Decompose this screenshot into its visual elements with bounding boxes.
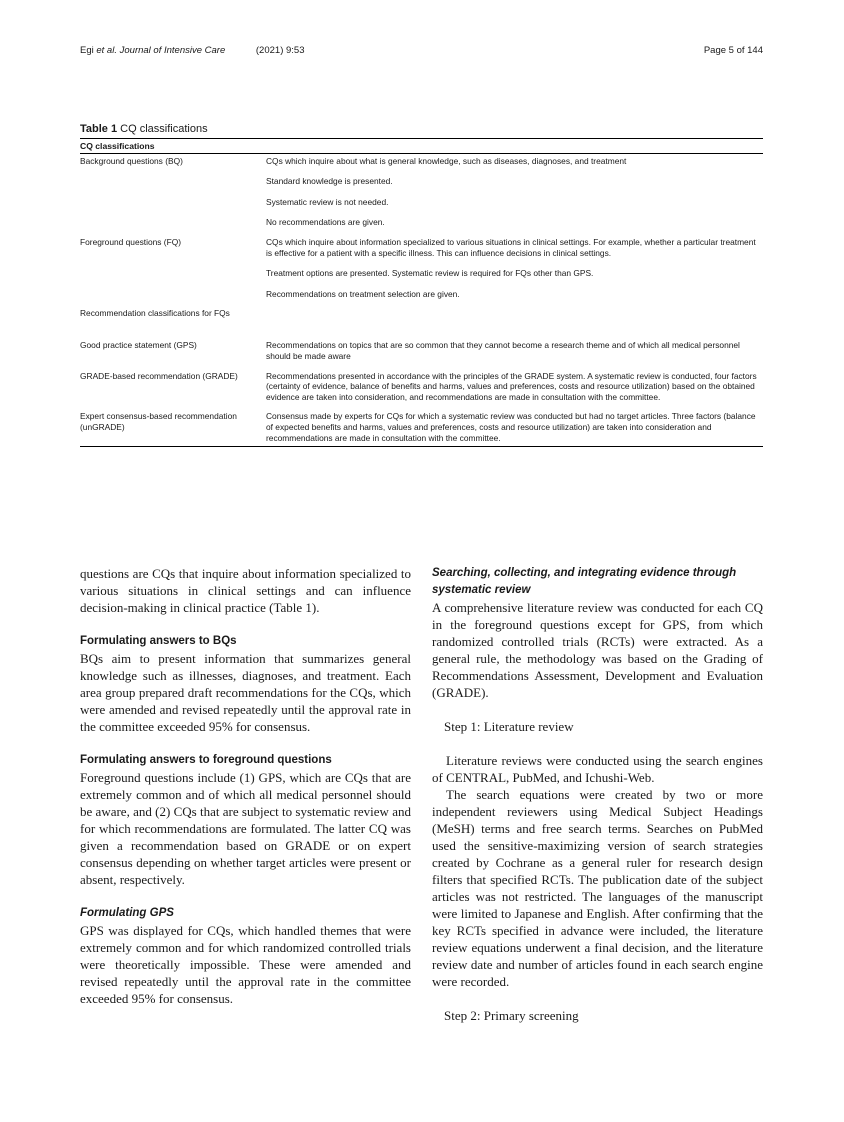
body-left-column — [80, 565, 411, 1007]
row-label-bq: Background questions (BQ) — [80, 155, 183, 166]
table-cell: Systematic review is not needed. — [266, 196, 389, 207]
row-content-ungrade — [266, 411, 760, 443]
table-bottom-rule — [80, 446, 763, 447]
paragraph-gps: GPS was displayed for CQs, which handled themes that were extremely common and for which randomized controlled trials were theoretically impossible. These were amended and revised repeatedly until the approval rate in the committee exceeded 95% for consensus. — [80, 923, 411, 1006]
step-literature-review: Step 1: Literature review — [444, 719, 574, 734]
table-caption — [80, 122, 763, 136]
row-label-fq: Foreground questions (FQ) — [80, 236, 182, 247]
table-cell: CQs which inquire about what is general knowledge, such as diseases, diagnoses, and treatment — [266, 155, 627, 166]
body-right-column — [432, 565, 763, 1024]
table-row — [80, 308, 763, 330]
heading-formulating-fqs: Formulating answers to foreground questions — [80, 754, 332, 766]
table-caption-label: Table 1 — [80, 123, 118, 135]
table-cell: Recommendations on topics that are so common that they cannot become a research theme and of which all medical personnel should be made aware — [266, 340, 740, 361]
header-year-volume: (2021) 9:53 — [255, 45, 305, 56]
table-header-rule — [80, 153, 763, 154]
header-authors: Egi — [80, 45, 94, 56]
header-citation — [80, 45, 304, 56]
heading-searching-evidence: Searching, collecting, and integrating evidence through systematic review — [432, 567, 737, 596]
row-content-bq — [266, 156, 760, 228]
paragraph-literature-2: The search equations were created by two or more independent reviewers using Medical Subject Headings (MeSH) terms and free search terms. Searches on PubMed used the sensitive-maximizing version of search strategies created by Cochrane as a general ruler for research design filters that specified RCTs. The publication date of the subject articles was not restricted. The languages of the manuscript were limited to Japanese and English. After confirming that the key RCTs specified in advance were included, the literature review equations underwent a final decision, and the literature review date and number of articles found in each search engine were recorded. — [432, 787, 763, 989]
table-cell: Consensus made by experts for CQs for which a systematic review was conducted but had no target articles. Three factors (balance of expected benefits and harms, values and preferences, costs and resource utilization) are taken into consideration and recommendations are made in consultation with the committee. — [266, 411, 756, 443]
running-header — [80, 45, 763, 59]
header-etal: et al. — [96, 45, 117, 56]
row-content-gps — [266, 340, 760, 361]
row-label-gps: Good practice statement (GPS) — [80, 340, 197, 351]
table-cell: No recommendations are given. — [266, 217, 385, 228]
step-primary-screening: Step 2: Primary screening — [444, 1008, 579, 1023]
row-label-ungrade: Expert consensus-based recommendation (unGRADE) — [80, 411, 237, 432]
table-row — [80, 411, 763, 443]
paragraph-searching: A comprehensive literature review was conducted for each CQ in the foreground questions except for GPS, from which randomized controlled trials (RCTs) were extracted. As a general rule, the methodology was based on the Grading of Recommendations Assessment, Development and Evaluation (GRADE). — [432, 600, 763, 700]
row-content-fq — [266, 237, 760, 299]
paragraph-literature-1: Literature reviews were conducted using the search engines of CENTRAL, PubMed, and Ichushi-Web. — [432, 753, 763, 785]
table-cell: Recommendations presented in accordance with the principles of the GRADE system. A systematic review is conducted, four factors (certainty of evidence, balance of benefits and harms, values and preferences, costs and resource utilization) based on the obtained evidence are taken into consideration, and recommendations are made in consultation with the committee. — [266, 370, 757, 402]
heading-formulating-bqs: Formulating answers to BQs — [80, 635, 237, 647]
table-row — [80, 371, 763, 403]
paragraph-bqs: BQs aim to present information that summarizes general knowledge such as illnesses, diagnoses, and treatment. Each area group prepared draft recommendations for the CQs, which were amended and revised repeatedly until the approval rate in the committee exceeded 95% for consensus. — [80, 651, 411, 734]
table-caption-text: CQ classifications — [120, 123, 208, 135]
table-row — [80, 237, 763, 299]
header-page-number: Page 5 of 144 — [703, 45, 763, 56]
table-row — [80, 156, 763, 228]
row-label-recommendation-classifications: Recommendation classifications for FQs — [80, 308, 230, 319]
table-cell: Recommendations on treatment selection are given. — [266, 288, 460, 299]
header-journal: Journal of Intensive Care — [119, 45, 226, 56]
table-cq-classifications — [80, 122, 763, 447]
heading-formulating-gps: Formulating GPS — [80, 907, 174, 919]
row-label-grade: GRADE-based recommendation (GRADE) — [80, 370, 238, 381]
table-cell: Treatment options are presented. Systematic review is required for FQs other than GPS. — [266, 268, 594, 279]
row-content-grade — [266, 371, 760, 403]
table-column-header: CQ classifications — [80, 141, 155, 151]
table-row — [80, 340, 763, 361]
table-cell: Standard knowledge is presented. — [266, 176, 393, 187]
paragraph-intro: questions are CQs that inquire about information specialized to various situations in clinical settings and can influence decision-making in clinical practice (Table 1). — [80, 566, 411, 615]
table-cell: CQs which inquire about information specialized to various situations in clinical settings. For example, whether a particular treatment is effective for a patient with a specific illness. This can influence decisions in clinical settings. — [266, 236, 756, 258]
paragraph-fqs: Foreground questions include (1) GPS, which are CQs that are extremely common and of which all medical personnel should be aware, and (2) CQs that are subject to systematic review and for which recommendations are formulated. The latter CQ was given a recommendation based on GRADE or on expert consensus depending on whether target articles were present or absent, respectively. — [80, 770, 411, 887]
